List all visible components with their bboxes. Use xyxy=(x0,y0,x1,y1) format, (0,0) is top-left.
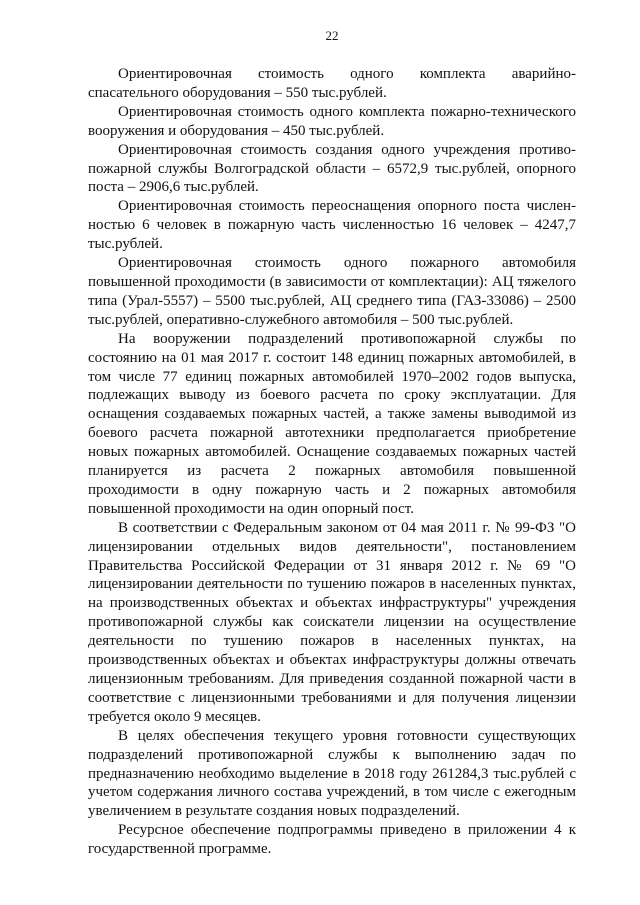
paragraph: Ориентировочная стоимость одного комплекта аварийно-спасательного оборудования – 550 тыс.рублей. xyxy=(88,66,576,101)
document-body xyxy=(88,65,576,859)
page-number: 22 xyxy=(325,28,339,43)
paragraph: Ориентировочная стоимость переоснащения опорного поста численностью 6 человек в пожарную часть численностью 16 человек – 4247,7 тыс.рублей. xyxy=(88,198,576,253)
paragraph: На вооружении подразделений противопожарной службы по состоянию на 01 мая 2017 г. состоит 148 единиц пожарных автомобилей, в том числе 77 единиц пожарных автомобилей 1970–2002 годов выпуска, подлежащих выводу из боевого расчета по сроку эксплуатации. Для оснащения создаваемых пожарных частей, а также замены выводимой из боевого расчета пожарной автотехники предполагается приобретение новых пожарных автомобилей. Оснащение создаваемых пожарных частей планируется из расчета 2 пожарных автомобиля повышенной проходимости в одну пожарную часть и 2 пожарных автомобиля повышенной проходимости на один опорный пост. xyxy=(88,330,576,517)
paragraph: Ориентировочная стоимость одного пожарного автомобиля повышенной проходимости (в зависимости от комплектации): АЦ тяжелого типа (Урал-5557) – 5500 тыс.рублей, АЦ среднего типа (ГАЗ-33086) – 2500 тыс.рублей, оперативно-служебного автомобиля – 500 тыс.рублей. xyxy=(88,255,576,328)
paragraph: Ориентировочная стоимость создания одного учреждения противопожарной службы Волгоградской области – 6572,9 тыс.рублей, опорного поста – 2906,6 тыс.рублей. xyxy=(88,141,576,196)
paragraph: В соответствии с Федеральным законом от 04 мая 2011 г. № 99-ФЗ "О лицензировании отдельных видов деятельности", постановлением Правительства Российской Федерации от 31 января 2012 г. № 69 "О лицензировании деятельности по тушению пожаров в населенных пунктах, на производственных объектах и объектах инфраструктуры" учреждения противопожарной службы как соискатели лицензии на осуществление деятельности по тушению пожаров в населенных пунктах, на производственных объектах и объектах инфраструктуры должны отвечать лицензионным требованиям. Для приведения созданной пожарной части в соответствие с лицензионными требованиями и для получения лицензии требуется около 9 месяцев. xyxy=(88,519,576,725)
paragraph: Ориентировочная стоимость одного комплекта пожарно-технического вооружения и оборудования – 450 тыс.рублей. xyxy=(88,103,576,139)
paragraph: В целях обеспечения текущего уровня готовности существующих подразделений противопожарной службы к выполнению задач по предназначению необходимо выделение в 2018 году 261284,3 тыс.рублей с учетом содержания личного состава учреждений, в том числе с ежегодным увеличением в результате создания новых подразделений. xyxy=(88,727,576,820)
paragraph: Ресурсное обеспечение подпрограммы приведено в приложении 4 к государственной программе. xyxy=(88,822,576,858)
